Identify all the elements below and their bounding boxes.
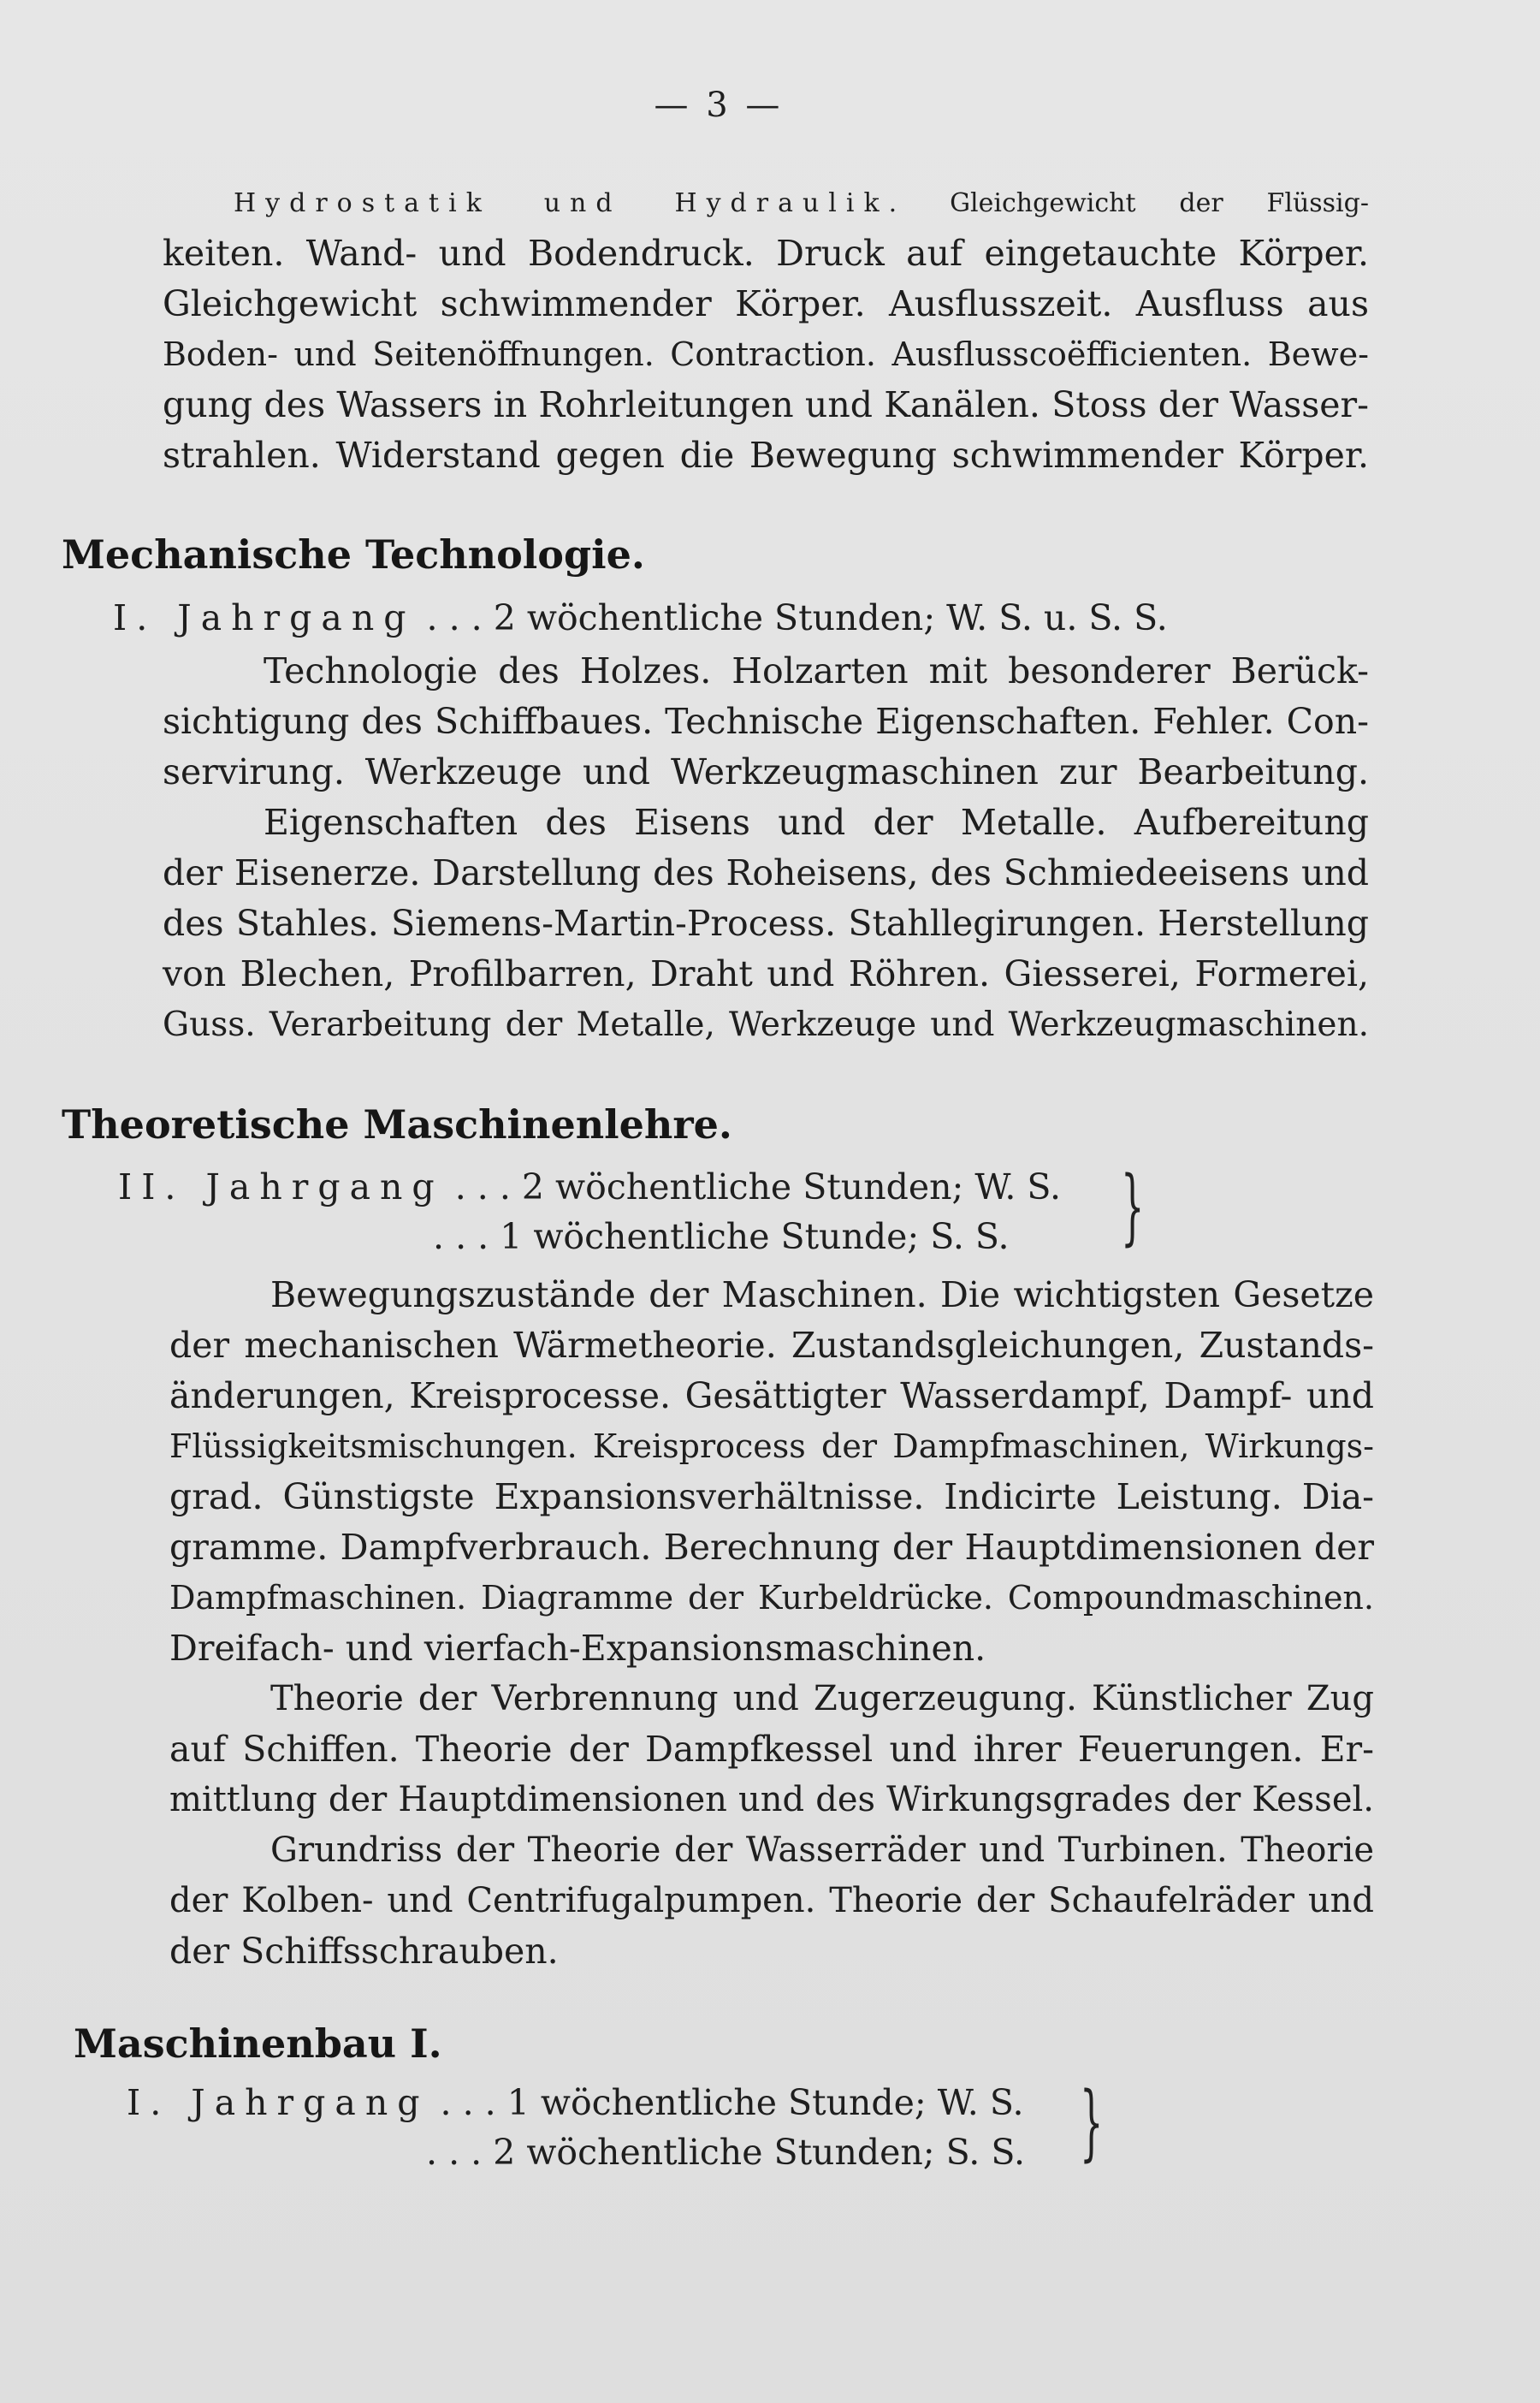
theo-jahrgang-line-2: . . . 1 wöchentliche Stunde; S. S. xyxy=(433,1216,1010,1257)
theo-jahrgang-label: II. Jahrgang xyxy=(118,1166,444,1207)
hydro-line-1 xyxy=(133,178,1369,228)
section-heading-maschinenbau-i: Maschinenbau I. xyxy=(74,2020,442,2067)
brace-icon: } xyxy=(1121,1159,1145,1255)
theo-line-2: der mechanischen Wärmetheorie. Zustandsgleichungen, Zustands- xyxy=(169,1325,1374,1366)
theo-line-3: änderungen, Kreisprocesse. Gesättigter Wasserdampf, Dampf- und xyxy=(169,1375,1374,1416)
section-heading-mechanische-technologie: Mechanische Technologie. xyxy=(62,531,645,578)
mech-jahrgang-line xyxy=(113,593,1168,644)
theo-line-10: auf Schiffen. Theorie der Dampfkessel und ihrer Feuerungen. Er- xyxy=(169,1729,1374,1770)
hydro-line-4: Boden- und Seitenöffnungen. Contraction. Ausflusscoëfficienten. Bewe- xyxy=(163,335,1369,373)
theo-line-7: Dampfmaschinen. Diagramme der Kurbeldrücke. Compoundmaschinen. xyxy=(169,1579,1374,1617)
hydro-text: Gleichgewicht der Flüssig- xyxy=(950,188,1369,218)
mech-jahrgang-hours: . . . 2 wöchentliche Stunden; W. S. u. S. S. xyxy=(426,597,1168,638)
theo-line-8: Dreifach- und vierfach-Expansionsmaschinen. xyxy=(169,1628,986,1669)
mech-line-2: sichtigung des Schiffbaues. Technische Eigenschaften. Fehler. Con- xyxy=(163,701,1369,742)
hydro-line-2: keiten. Wand- und Bodendruck. Druck auf eingetauchte Körper. xyxy=(163,233,1369,274)
mech-line-3: servirung. Werkzeuge und Werkzeugmaschinen zur Bearbeitung. xyxy=(163,751,1369,792)
mech-line-7: von Blechen, Profilbarren, Draht und Röhren. Giesserei, Formerei, xyxy=(163,953,1369,994)
mbau-jahrgang-hours-ws: . . . 1 wöchentliche Stunde; W. S. xyxy=(440,2082,1024,2123)
theo-paragraph xyxy=(169,1270,1374,1977)
mech-line-6: des Stahles. Siemens-Martin-Process. Stahllegirungen. Herstellung xyxy=(163,903,1369,944)
mbau-jahrgang-line-1 xyxy=(127,2078,1023,2128)
brace-icon: } xyxy=(1080,2074,1104,2170)
mech-line-4: Eigenschaften des Eisens und der Metalle. Aufbereitung xyxy=(264,802,1369,843)
theo-line-11: mittlung der Hauptdimensionen und des Wirkungsgrades der Kessel. xyxy=(169,1780,1374,1819)
mech-line-8: Guss. Verarbeitung der Metalle, Werkzeuge und Werkzeugmaschinen. xyxy=(163,1006,1369,1044)
mech-jahrgang-label: I. Jahrgang xyxy=(113,597,416,638)
hydro-line-6: strahlen. Widerstand gegen die Bewegung schwimmender Körper. xyxy=(163,435,1369,476)
theo-line-4: Flüssigkeitsmischungen. Kreisprocess der Dampfmaschinen, Wirkungs- xyxy=(169,1427,1374,1465)
hydro-line-3: Gleichgewicht schwimmender Körper. Ausflusszeit. Ausfluss aus xyxy=(163,283,1369,324)
theo-jahrgang-hours-ws: . . . 2 wöchentliche Stunden; W. S. xyxy=(454,1166,1062,1207)
theo-jahrgang-line-1 xyxy=(118,1162,1061,1213)
theo-line-5: grad. Günstigste Expansionsverhältnisse. Indicirte Leistung. Dia- xyxy=(169,1476,1374,1517)
theo-line-13: der Kolben- und Centrifugalpumpen. Theorie der Schaufelräder und xyxy=(169,1881,1374,1920)
mech-paragraph xyxy=(163,646,1369,1050)
mech-line-1: Technologie des Holzes. Holzarten mit besonderer Berück- xyxy=(264,650,1369,691)
hydro-paragraph xyxy=(163,178,1369,481)
mech-line-5: der Eisenerze. Darstellung des Roheisens, des Schmiedeeisens und xyxy=(163,852,1369,893)
mbau-jahrgang-label: I. Jahrgang xyxy=(127,2082,429,2123)
theo-line-12: Grundriss der Theorie der Wasserräder und Turbinen. Theorie xyxy=(270,1830,1374,1870)
theo-line-1: Bewegungszustände der Maschinen. Die wichtigsten Gesetze xyxy=(270,1274,1374,1315)
mbau-jahrgang-line-2: . . . 2 wöchentliche Stunden; S. S. xyxy=(426,2132,1025,2173)
page-number: — 3 — xyxy=(654,86,784,125)
theo-line-6: gramme. Dampfverbrauch. Berechnung der Hauptdimensionen der xyxy=(169,1527,1374,1568)
theo-line-14: der Schiffsschrauben. xyxy=(169,1931,559,1972)
theo-line-9: Theorie der Verbrennung und Zugerzeugung. Künstlicher Zug xyxy=(270,1679,1374,1718)
hydro-line-5: gung des Wassers in Rohrleitungen und Kanälen. Stoss der Wasser- xyxy=(163,384,1369,425)
hydro-title: Hydrostatik und Hydraulik. xyxy=(234,188,907,218)
section-heading-theoretische-maschinenlehre: Theoretische Maschinenlehre. xyxy=(62,1101,732,1148)
